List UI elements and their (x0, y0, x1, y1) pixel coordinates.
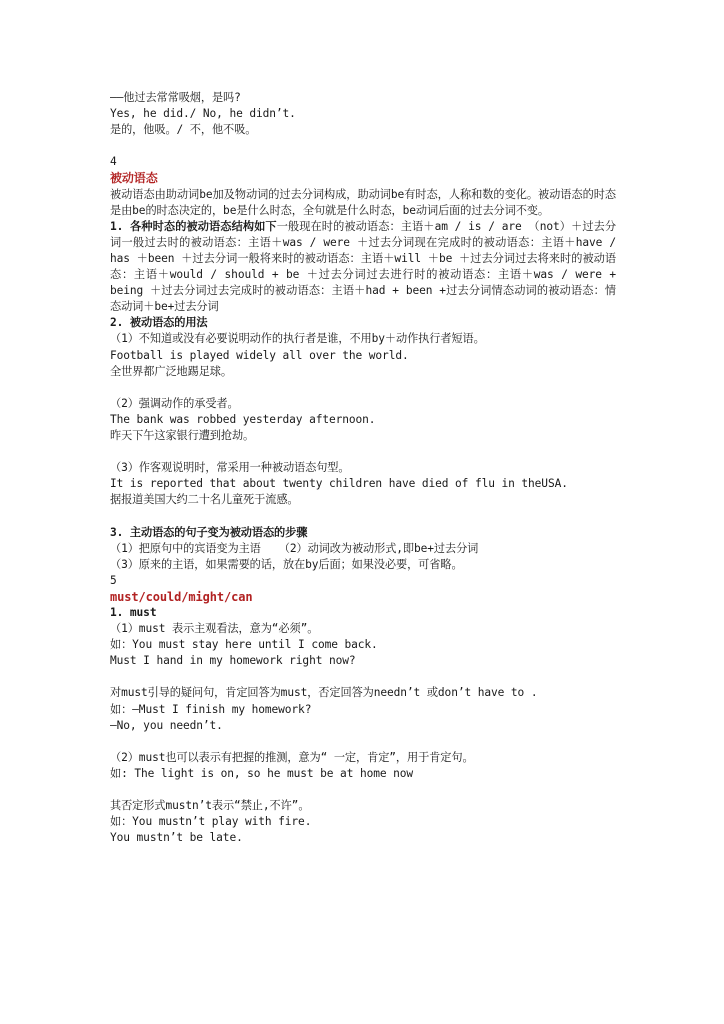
example-en: The bank was robbed yesterday afternoon. (110, 412, 376, 426)
passive-structure-paragraph (110, 219, 616, 316)
dialog-question-cn: ——他过去常常吸烟，是吗? (110, 91, 241, 104)
step-item: （3）原来的主语，如果需要的话，放在by后面；如果没必要，可省略。 (110, 557, 463, 571)
step-item: （1）把原句中的宾语变为主语 (110, 541, 261, 555)
example-en: Football is played widely all over the world. (110, 348, 409, 362)
subheading: 3. 主动语态的句子变为被动语态的步骤 (110, 525, 308, 539)
dialog-answer-en: Yes, he did./ No, he didn’t. (110, 107, 296, 121)
example-en: You mustn’t be late. (110, 831, 243, 845)
subheading: 1. 各种时态的被动语态结构如下 (110, 219, 277, 233)
negative-form-note: 其否定形式mustn’t表示“禁止,不许”。 (110, 799, 310, 813)
section-title: must/could/might/can (110, 589, 253, 604)
usage-item: （1）不知道或没有必要说明动作的执行者是谁，不用by＋动作执行者短语。 (110, 332, 485, 346)
section-number: 4 (110, 155, 117, 169)
dialog-line: 如：—Must I finish my homework? (110, 702, 312, 716)
usage-item: （3）作客观说明时，常采用一种被动语态句型。 (110, 461, 350, 475)
usage-item: （2）强调动作的承受者。 (110, 396, 239, 410)
step-item: （2）动词改为被动形式,即be+过去分词 (278, 541, 479, 555)
structure-body: 一般现在时的被动语态：主语＋am / is / are （not）＋过去分词一般过去时的被动语态：主语＋was / were ＋过去分词现在完成时的被动语态：主语＋have / has ＋been ＋过去分词一般将来时的被动语态：主语＋will ＋be ＋过去分词过去将来时的被动语态：主语＋would / should + be ＋过去分词过去进行时的被动语态：主语＋was / were + being ＋过去分词过去完成时的被动语态：主语＋had + been +过去分词情态动词的被动语态：情态动词＋be+过去分词 (110, 219, 616, 314)
example-cn: 昨天下午这家银行遭到抢劫。 (110, 428, 255, 442)
example-cn: 全世界都广泛地踢足球。 (110, 364, 232, 378)
example-en: Must I hand in my homework right now? (110, 654, 356, 668)
example-en: It is reported that about twenty children have died of flu in theUSA. (110, 477, 568, 491)
passive-intro-paragraph: 被动语态由助动词be加及物动词的过去分词构成，助动词be有时态，人称和数的变化。被动语态的时态是由be的时态决定的，be是什么时态，全句就是什么时态，be动词后面的过去分词不变。 (110, 187, 616, 217)
subheading: 2. 被动语态的用法 (110, 316, 208, 330)
section-title: 被动语态 (110, 171, 158, 186)
example-en: 如：You mustn’t play with fire. (110, 815, 312, 829)
usage-item: （1）must 表示主观看法，意为“必须”。 (110, 622, 319, 636)
answer-note-paragraph: 对must引导的疑问句，肯定回答为must，否定回答为needn’t 或don’t have to . (110, 686, 538, 700)
example-cn: 据报道美国大约二十名儿童死于流感。 (110, 493, 299, 507)
section-number: 5 (110, 573, 117, 587)
usage-item: （2）must也可以表示有把握的推测，意为“ 一定，肯定”，用于肯定句。 (110, 750, 474, 764)
subheading: 1. must (110, 606, 157, 619)
dialog-answer-cn: 是的，他吸。/ 不，他不吸。 (110, 123, 257, 137)
example-en: 如：You must stay here until I come back. (110, 638, 378, 652)
dialog-line: —No, you needn’t. (110, 718, 223, 732)
example-en: 如: The light is on, so he must be at home now (110, 766, 414, 780)
document-page (110, 90, 616, 846)
step-line (110, 541, 616, 557)
